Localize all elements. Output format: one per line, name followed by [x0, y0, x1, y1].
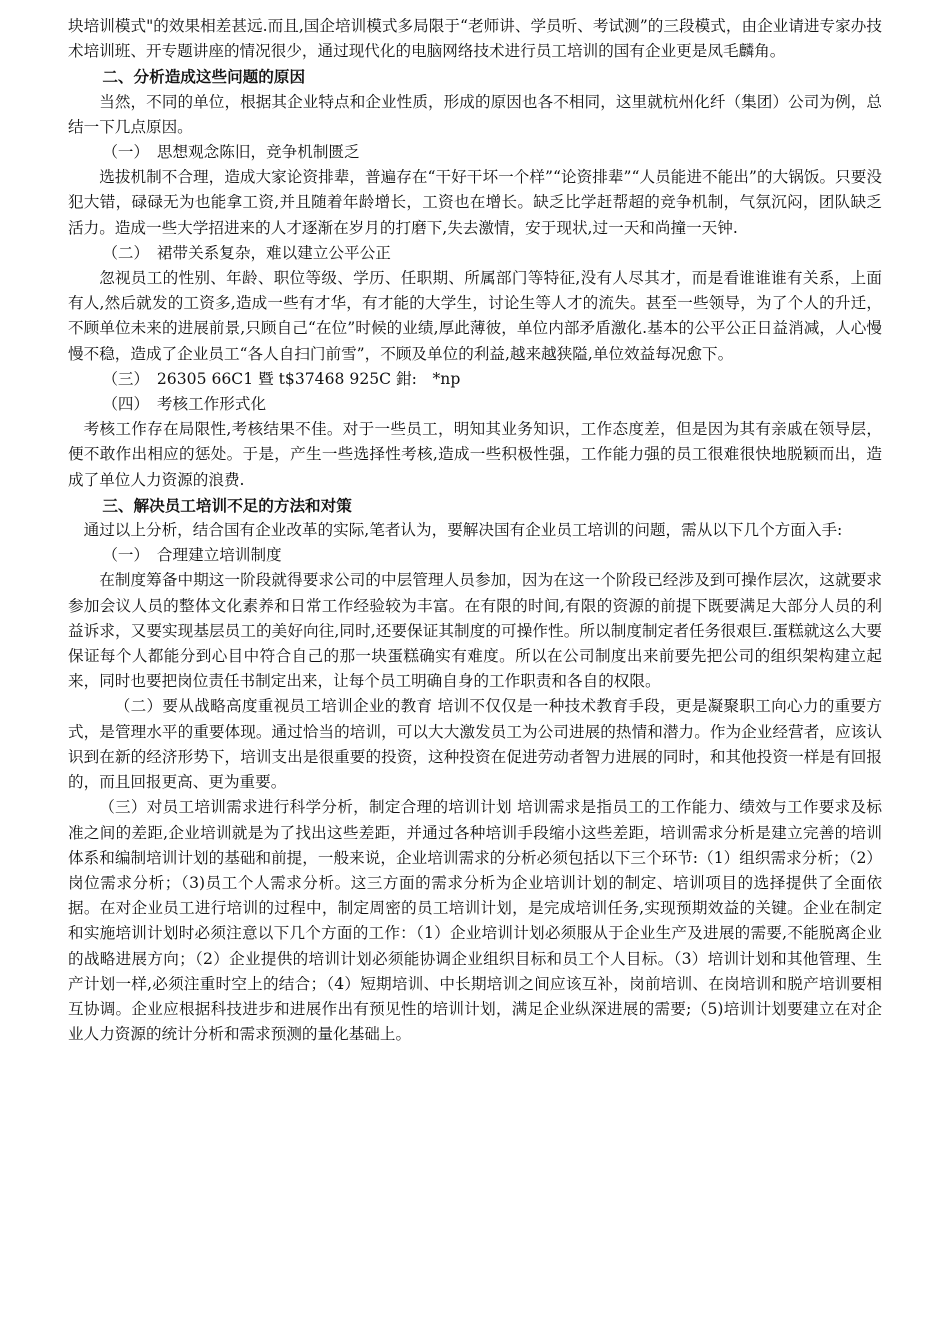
paragraph-4: 忽视员工的性别、年龄、职位等级、学历、任职期、所属部门等特征,没有人尽其才，而是看谁谁谁有关系，上面有人,然后就发的工资多,造成一些有才华，有才能的大学生，讨论生等人才的流失。甚至一些领导，为了个人的升迁，不顾单位未来的进展前景,只顾自己“在位”时候的业绩,厚此薄彼，单位内部矛盾激化.基本的公平公正日益消减，人心慢慢不稳，造成了企业员工“各人自扫门前雪”，不顾及单位的利益,越来越狭隘,单位效益每况愈下。 — [68, 269, 882, 363]
subheading-5: （一） 合理建立培训制度 — [102, 546, 282, 565]
subheading-1: （一） 思想观念陈旧，竞争机制匮乏 — [102, 143, 360, 162]
paragraph-6: 通过以上分析，结合国有企业改革的实际,笔者认为，要解决国有企业员工培训的问题，需从以下几个方面入手: — [83, 521, 843, 540]
paragraph-7: 在制度筹备中期这一阶段就得要求公司的中层管理人员参加，因为在这一个阶段已经涉及到可操作层次，这就要求参加会议人员的整体文化素养和日常工作经验较为丰富。在有限的时间,有限的资源的前提下既要满足大部分人员的利益诉求，又要实现基层员工的美好向往,同时,还要保证其制度的可操作性。所以制度制定者任务很艰巨.蛋糕就这么大要保证每个人都能分到心目中符合自己的那一块蛋糕确实有难度。所以在公司制度出来前要先把公司的组织架构建立起来，同时也要把岗位责任书制定出来，让每个员工明确自身的工作职责和各自的权限。 — [68, 571, 882, 691]
section-heading-three: 三、解决员工培训不足的方法和对策 — [102, 495, 352, 515]
subheading-3: （三） 26305 66C1 暨 t$37468 925C 鉗: *np — [102, 369, 461, 388]
paragraph-9: （三）对员工培训需求进行科学分析，制定合理的培训计划 培训需求是指员工的工作能力、绩效与工作要求及标准之间的差距,企业培训就是为了找出这些差距，并通过各种培训手段缩小这些差距，培训需求分析是建立完善的培训体系和编制培训计划的基础和前提，一般来说，企业培训需求的分析必须包括以下三个环节:（1）组织需求分析；（2）岗位需求分析；（3)员工个人需求分析。这三方面的需求分析为企业培训计划的制定、培训项目的选择提供了全面依据。在对企业员工进行培训的过程中，制定周密的员工培训计划，是完成培训任务,实现预期效益的关键。企业在制定和实施培训计划时必须注意以下几个方面的工作：（1）企业培训计划必须服从于企业生产及进展的需要,不能脱离企业的战略进展方向；（2）企业提供的培训计划必须能协调企业组织目标和员工个人目标。（3）培训计划和其他管理、生产计划一样,必须注重时空上的结合；（4）短期培训、中长期培训之间应该互补，岗前培训、在岗培训和脱产培训要相互协调。企业应根据科技进步和进展作出有预见性的培训计划，满足企业纵深进展的需要;（5)培训计划要建立在对企业人力资源的统计分析和需求预测的量化基础上。 — [68, 798, 882, 1044]
section-heading-two: 二、分析造成这些问题的原因 — [102, 67, 306, 87]
subheading-2: （二） 裙带关系复杂，难以建立公平公正 — [102, 243, 391, 262]
paragraph-8: （二）要从战略高度重视员工培训企业的教育 培训不仅仅是一种技术教育手段，更是凝聚职工向心力的重要方式，是管理水平的重要体现。通过恰当的培训，可以大大激发员工为公司进展的热情和潜力。作为企业经营者，应该认识到在新的经济形势下，培训支出是很重要的投资，这种投资在促进劳动者智力进展的同时，和其他投资一样是有回报的，而且回报更高、更为重要。 — [68, 697, 882, 792]
paragraph-2: 当然，不同的单位，根据其企业特点和企业性质，形成的原因也各不相同，这里就杭州化纤（集团）公司为例，总结一下几点原因。 — [68, 92, 882, 136]
paragraph-5: 考核工作存在局限性,考核结果不佳。对于一些员工，明知其业务知识，工作态度差，但是因为其有亲戚在领导层，便不敢作出相应的惩处。于是，产生一些选择性考核,造成一些积极性强，工作能力强的员工很难很快地脱颖而出，造成了单位人力资源的浪费. — [68, 420, 882, 489]
subheading-4: （四） 考核工作形式化 — [102, 395, 267, 414]
paragraph-1: 块培训模式"的效果相差甚远.而且,国企培训模式多局限于“老师讲、学员听、考试测”的三段模式，由企业请进专家办技术培训班、开专题讲座的情况很少，通过现代化的电脑网络技术进行员工培训的国有企业更是凤毛麟角。 — [68, 17, 882, 61]
paragraph-3: 选拔机制不合理，造成大家论资排辈，普遍存在“干好干坏一个样”“论资排辈”“人员能进不能出”的大锅饭。只要没犯大错，碌碌无为也能拿工资,并且随着年龄增长，工资也在增长。缺乏比学赶帮超的竞争机制，气氛沉闷，团队缺乏活力。造成一些大学招进来的人才逐渐在岁月的打磨下,失去激情，安于现状,过一天和尚撞一天钟. — [68, 168, 882, 237]
